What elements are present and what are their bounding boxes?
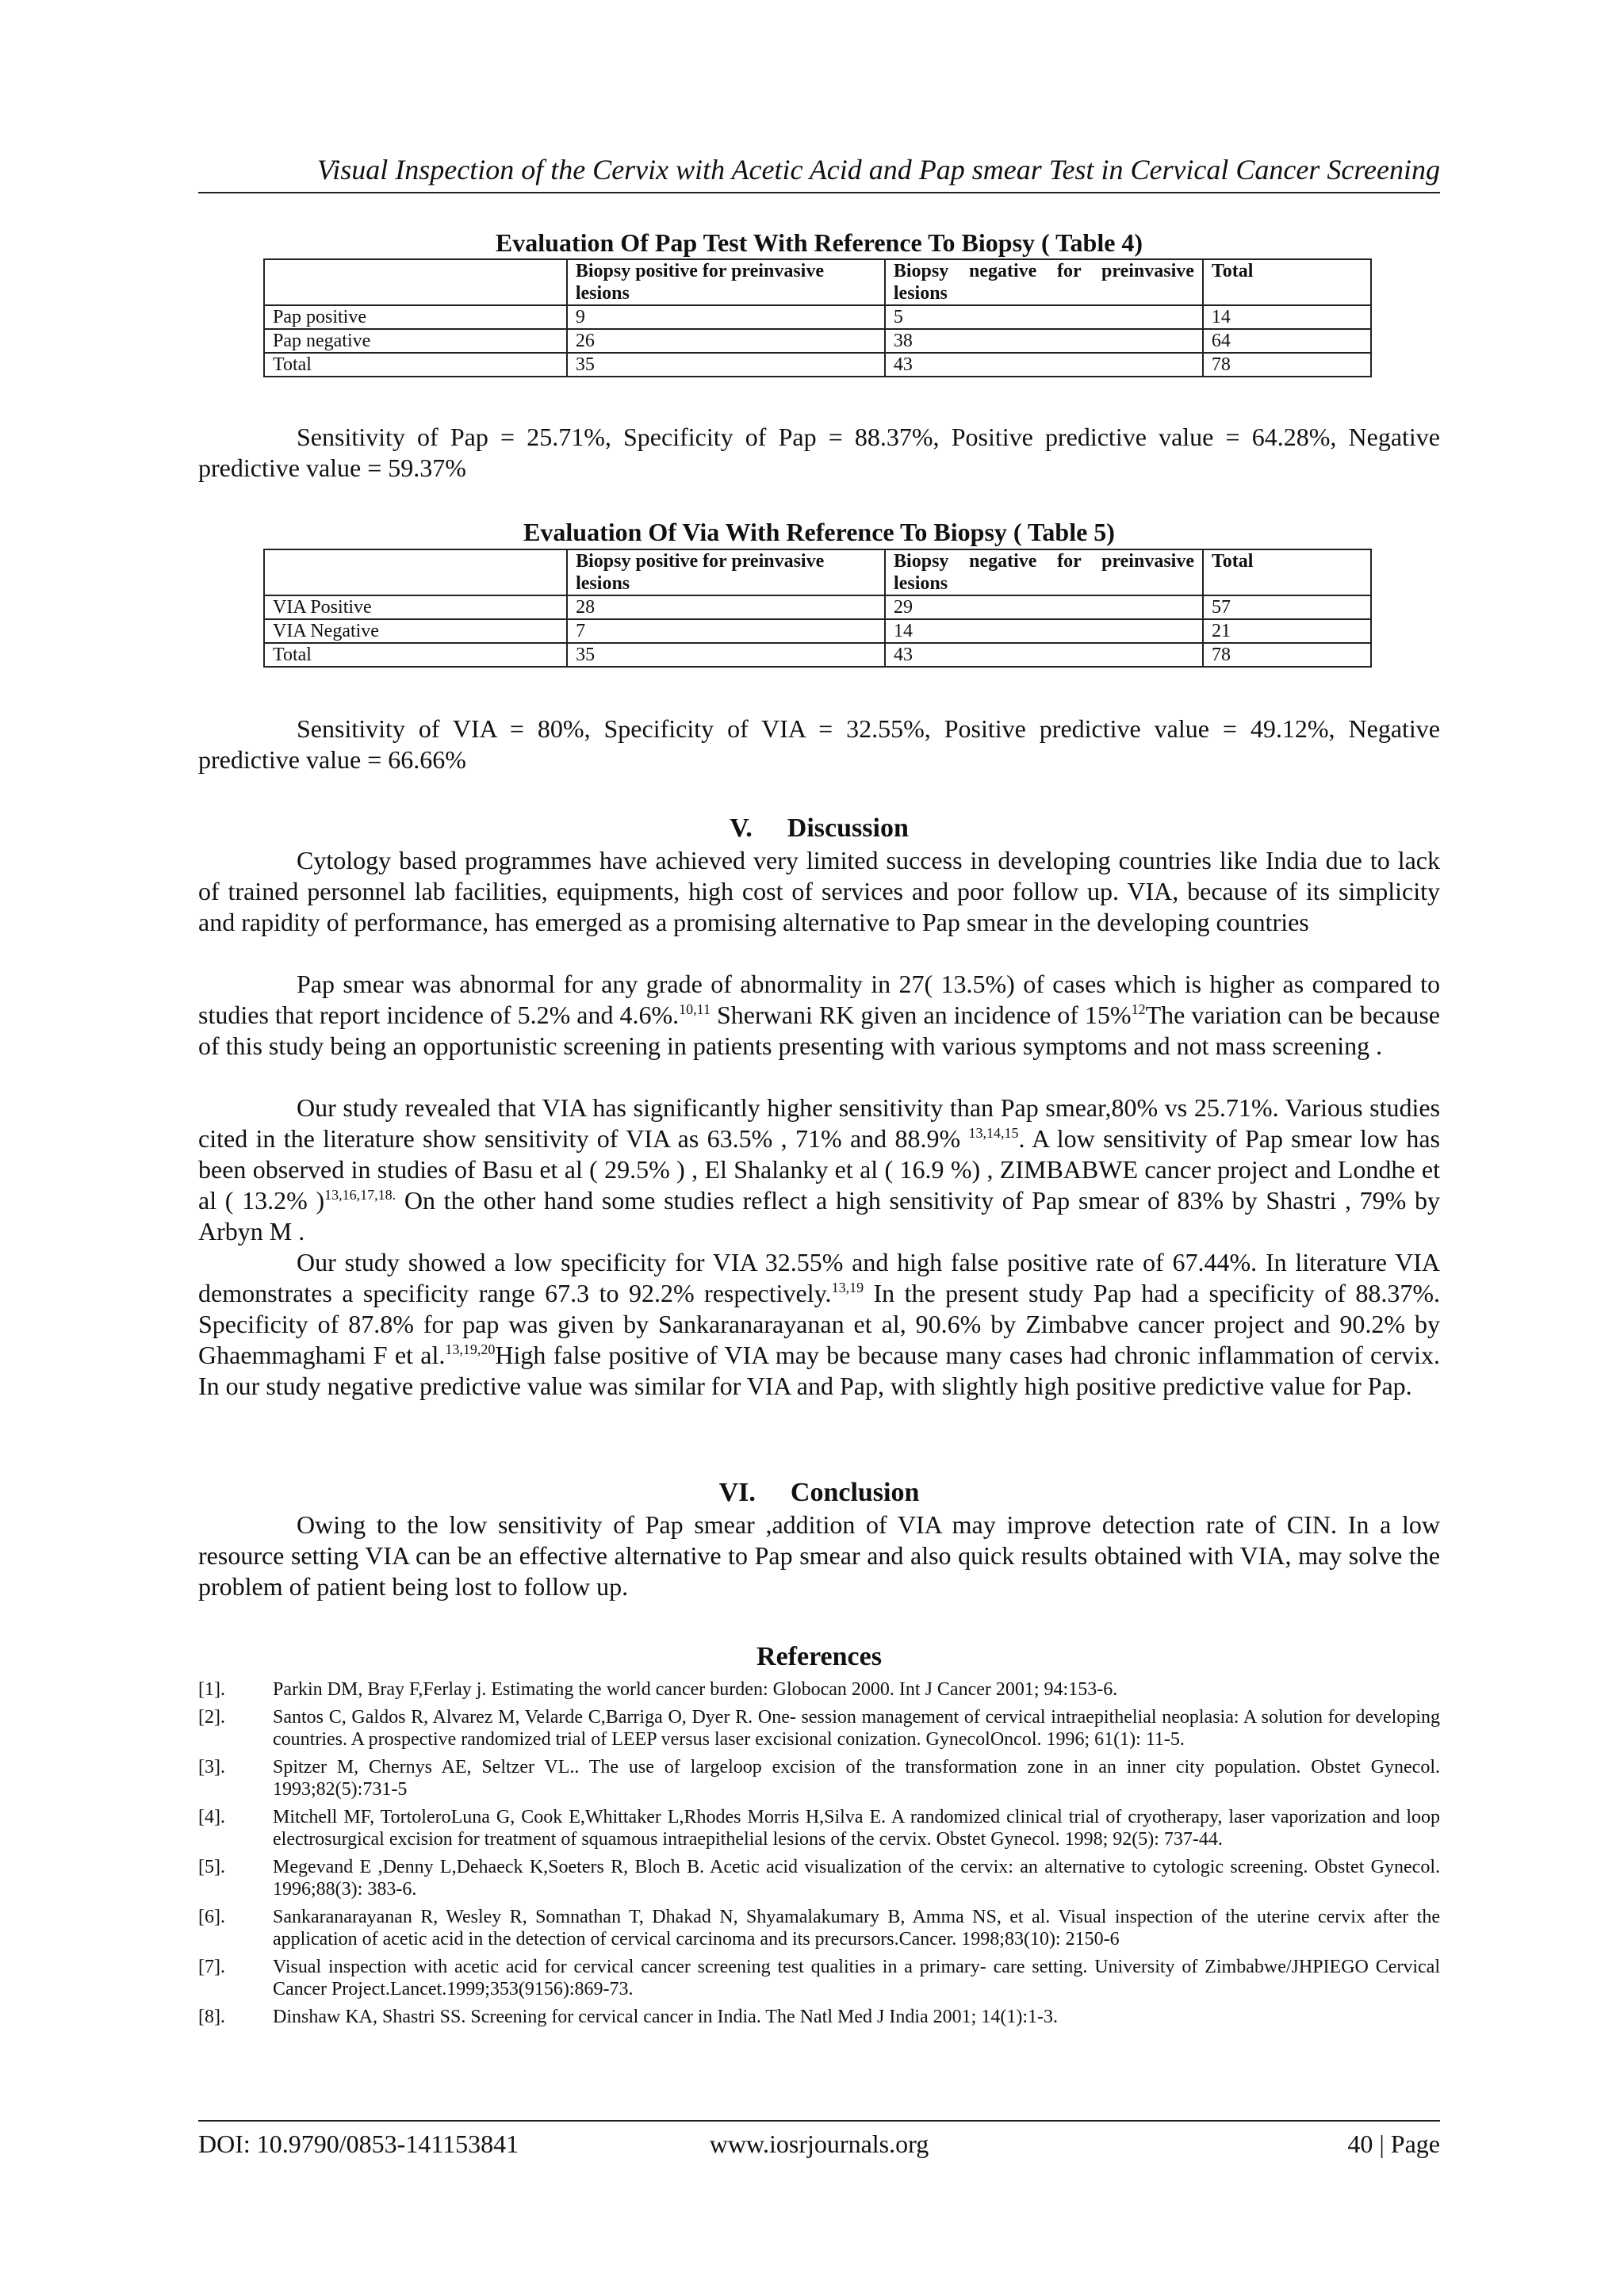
running-header: Visual Inspection of the Cervix with Acetic Acid and Pap smear Test in Cervical Cancer Screening (316, 154, 1440, 186)
table-cell: Pap negative (264, 329, 567, 353)
table-cell: 38 (885, 329, 1203, 353)
discussion-paragraph-4: Our study showed a low specificity for VIA 32.55% and high false positive rate of 67.44%. In literature VIA demonstrates a specificity range 67.3 to 92.2% respectively.$^{13,19}$ In the present study Pap had a specificity of 88.37%. Specificity of 87.8% for pap was given by Sankaranarayanan et al, 90.6% by Zimbabve cancer project and 90.2% by Ghaemmaghami F et al.$^{13,19,20}$High false positive of VIA may be because many cases had chronic inflammation of cervix. In our study negative predictive value was similar for VIA and Pap, with slightly high positive predictive value for Pap. (198, 1248, 1441, 1400)
references-heading: References (756, 1642, 882, 1671)
table-cell: VIA Positive (264, 595, 567, 619)
via-statistics: Sensitivity of VIA = 80%, Specificity of VIA = 32.55%, Positive predictive value = 49.12%, Negative predictive value = 66.66% (198, 714, 1440, 774)
table-cell: 21 (1203, 619, 1371, 643)
discussion-paragraph-2: Pap smear was abnormal for any grade of abnormality in 27( 13.5%) of cases which is higher as compared to studies that report incidence of 5.2% and 4.6%.$^{10,11}$ Sherwani RK given an incidence of 15%$^{12}$The variation can be because of this study being an opportunistic screening in patients presenting with various symptoms and not mass screening . (198, 970, 1441, 1060)
reference-list (198, 1678, 1440, 2034)
table-header-cell: Biopsy negative for preinvasive lesions (885, 549, 1203, 595)
table-cell: 29 (885, 595, 1203, 619)
table-cell: Total (264, 353, 567, 377)
table4-caption: Evaluation Of Pap Test With Reference To Biopsy ( Table 4) (495, 228, 1143, 257)
table-cell: Total (264, 643, 567, 667)
table-cell: 14 (885, 619, 1203, 643)
table-header-cell: Biopsy positive for preinvasive lesions (567, 549, 885, 595)
table4 (263, 258, 1372, 377)
pap-statistics: Sensitivity of Pap = 25.71%, Specificity of Pap = 88.37%, Positive predictive value = 64.28%, Negative predictive value = 59.37% (198, 423, 1440, 482)
table-cell: 64 (1203, 329, 1371, 353)
doi-text: DOI: 10.9790/0853-141153841 (198, 2130, 519, 2158)
table-header-cell: Biopsy positive for preinvasive lesions (567, 259, 885, 305)
table-cell: 43 (885, 353, 1203, 377)
table-cell: 9 (567, 305, 885, 329)
citation: 10,11 (679, 1001, 710, 1017)
conclusion-heading (198, 1477, 1440, 1509)
table-row (264, 329, 1371, 353)
table-row (264, 305, 1371, 329)
conclusion-paragraph: Owing to the low sensitivity of Pap smear ,addition of VIA may improve detection rate of CIN. In a low resource setting VIA can be an effective alternative to Pap smear and also quick results obtained with VIA, may solve the problem of patient being lost to follow up. (198, 1510, 1440, 1601)
table-cell: 28 (567, 595, 885, 619)
reference-item: [5]. Megevand E ,Denny L,Dehaeck K,Soeters R, Bloch B. Acetic acid visualization of the cervix: an alternative to cytologic screening. Obstet Gynecol. 1996;88(3): 383-6. (198, 1857, 1440, 1900)
table-header-cell (264, 259, 567, 305)
reference-item: [2]. Santos C, Galdos R, Alvarez M, Velarde C,Barriga O, Dyer R. One- session management of cervical intraepithelial neoplasia: A solution for developing countries. A prospective randomized trial of LEEP versus laser excisional conization. GynecolOncol. 1996; 61(1): 11-5. (198, 1707, 1440, 1750)
citation: 12 (1131, 1001, 1146, 1017)
citation: 13,16,17,18. (324, 1187, 396, 1203)
section-title: Conclusion (790, 1478, 920, 1507)
table-header-row (264, 549, 1371, 595)
reference-item: [7]. Visual inspection with acetic acid for cervical cancer screening test qualities in a primary- care setting. University of Zimbabwe/JHPIEGO Cervical Cancer Project.Lancet.1999;353(9156):869-73. (198, 1957, 1440, 1999)
citation: 13,19,20 (445, 1341, 496, 1357)
discussion-paragraph-1: Cytology based programmes have achieved very limited success in developing countries like India due to lack of trained personnel lab facilities, equipments, high cost of services and poor follow up. VIA, because of its simplicity and rapidity of performance, has emerged as a promising alternative to Pap smear in the developing countries (198, 846, 1440, 936)
table-cell: 78 (1203, 353, 1371, 377)
footer-rule (198, 2120, 1440, 2122)
table-row (264, 643, 1371, 667)
header-rule (198, 192, 1440, 193)
table-cell: 43 (885, 643, 1203, 667)
reference-item: [8]. Dinshaw KA, Shastri SS. Screening for cervical cancer in India. The Natl Med J India 2001; 14(1):1-3. (198, 2007, 1058, 2027)
citation: 13,14,15 (968, 1125, 1019, 1141)
reference-item: [3]. Spitzer M, Chernys AE, Seltzer VL.. The use of largeloop excision of the transformation zone in an inner city population. Obstet Gynecol. 1993;82(5):731-5 (198, 1757, 1440, 1800)
table5-caption: Evaluation Of Via With Reference To Biopsy ( Table 5) (523, 518, 1115, 546)
table-cell: 35 (567, 643, 885, 667)
table-cell: 14 (1203, 305, 1371, 329)
table-cell: Pap positive (264, 305, 567, 329)
table-header-cell: Total (1203, 259, 1371, 305)
table-cell: 5 (885, 305, 1203, 329)
table-cell: VIA Negative (264, 619, 567, 643)
table-row (264, 595, 1371, 619)
table-row (264, 619, 1371, 643)
reference-item: [1]. Parkin DM, Bray F,Ferlay j. Estimating the world cancer burden: Globocan 2000. Int J Cancer 2001; 94:153-6. (198, 1679, 1118, 1700)
discussion-paragraph-3: Our study revealed that VIA has significantly higher sensitivity than Pap smear,80% vs 25.71%. Various studies cited in the literature show sensitivity of VIA as 63.5% , 71% and 88.9% $^{13,14,15}$. A low sensitivity of Pap smear low has been observed in studies of Basu et al ( 29.5% ) , El Shalanky et al ( 16.9 %) , ZIMBABWE cancer project and Londhe et al ( 13.2% )$^{13,16,17,18.}$ On the other hand some studies reflect a high sensitivity of Pap smear of 83% by Shastri , 79% by Arbyn M . (198, 1093, 1441, 1246)
table-row (264, 353, 1371, 377)
section-number: V. (730, 813, 753, 843)
section-number: VI. (718, 1478, 756, 1507)
table-header-cell: Total (1203, 549, 1371, 595)
journal-website-link[interactable]: www.iosrjournals.org (709, 2130, 929, 2158)
reference-item: [4]. Mitchell MF, TortoleroLuna G, Cook E,Whittaker L,Rhodes Morris H,Silva E. A randomized clinical trial of cryotherapy, laser vaporization and loop electrosurgical excision for treatment of squamous intraepithelial lesions of the cervix. Obstet Gynecol. 1998; 92(5): 737-44. (198, 1807, 1440, 1850)
table-cell: 35 (567, 353, 885, 377)
table-cell: 57 (1203, 595, 1371, 619)
reference-item: [6]. Sankaranarayanan R, Wesley R, Somnathan T, Dhakad N, Shyamalakumary B, Amma NS, et al. Visual inspection of the uterine cervix after the application of acetic acid in the detection of cervical carcinoma and its precursors.Cancer. 1998;83(10): 2150-6 (198, 1907, 1440, 1950)
page-number: 40 | Page (1347, 2130, 1440, 2158)
table-cell: 78 (1203, 643, 1371, 667)
discussion-heading (198, 813, 1440, 844)
table-header-cell (264, 549, 567, 595)
citation: 13,19 (831, 1280, 864, 1295)
table5 (263, 549, 1372, 668)
table-cell: 7 (567, 619, 885, 643)
table-cell: 26 (567, 329, 885, 353)
table-header-cell: Biopsy negative for preinvasive lesions (885, 259, 1203, 305)
table-header-row (264, 259, 1371, 305)
section-title: Discussion (787, 813, 909, 843)
